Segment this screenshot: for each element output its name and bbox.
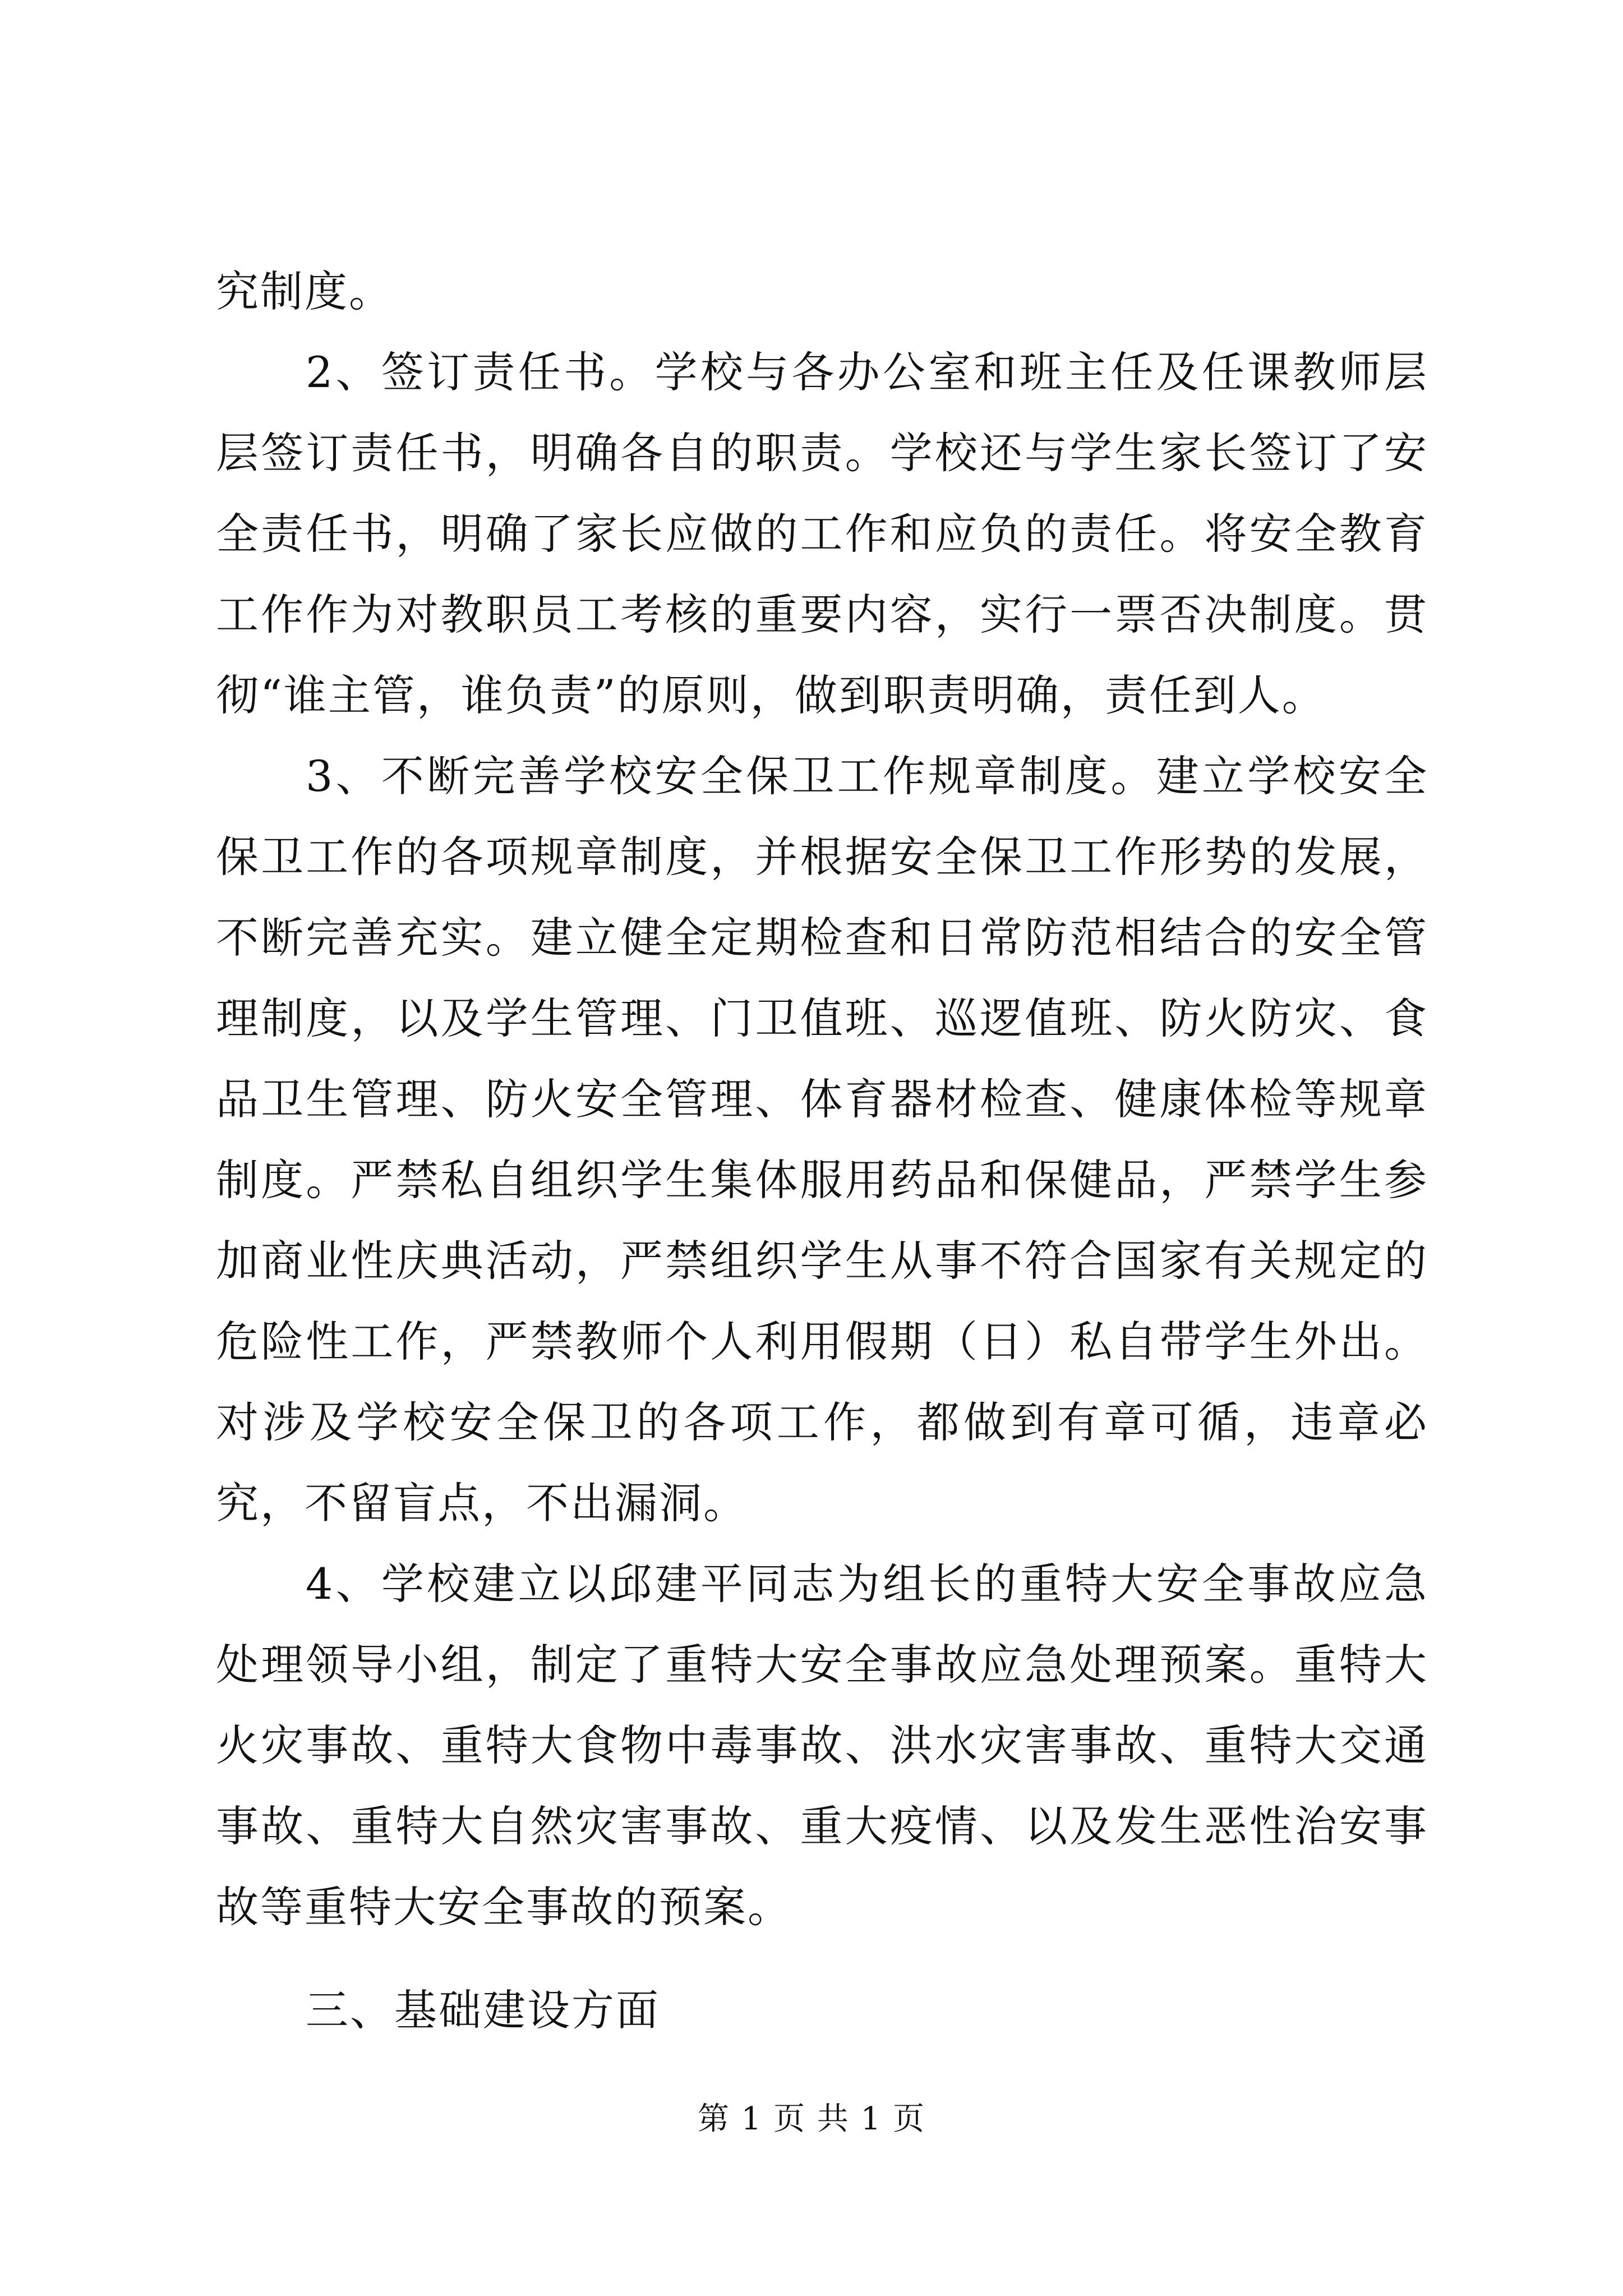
paragraph-item-2: 2、签订责任书。学校与各办公室和班主任及任课教师层层签订责任书，明确各自的职责。学校还与学生家长签订了安全责任书，明确了家长应做的工作和应负的责任。将安全教育工作作为对教职员工考核的重要内容，实行一票否决制度。贯彻“谁主管，谁负责”的原则，做到职责明确，责任到人。 <box>216 347 1428 720</box>
page-footer: 第 1 页 共 1 页 <box>697 2101 926 2137</box>
paragraph-item-3: 3、不断完善学校安全保卫工作规章制度。建立学校安全保卫工作的各项规章制度，并根据安全保卫工作形势的发展，不断完善充实。建立健全定期检查和日常防范相结合的安全管理制度，以及学生管理、门卫值班、巡逻值班、防火防灾、食品卫生管理、防火安全管理、体育器材检查、健康体检等规章制度。严禁私自组织学生集体服用药品和保健品，严禁学生参加商业性庆典活动，严禁组织学生从事不符合国家有关规定的危险性工作，严禁教师个人利用假期（日）私自带学生外出。对涉及学校安全保卫的各项工作，都做到有章可循，违章必究，不留盲点，不出漏洞。 <box>216 751 1428 1528</box>
document-body <box>216 251 1428 2051</box>
section-heading: 三、基础建设方面 <box>306 1985 660 2035</box>
paragraph-continuation: 究制度。 <box>216 266 393 316</box>
paragraph-item-4: 4、学校建立以邱建平同志为组长的重特大安全事故应急处理领导小组，制定了重特大安全事故应急处理预案。重特大火灾事故、重特大食物中毒事故、洪水灾害事故、重特大交通事故、重特大自然灾害事故、重大疫情、以及发生恶性治安事故等重特大安全事故的预案。 <box>216 1559 1428 1932</box>
